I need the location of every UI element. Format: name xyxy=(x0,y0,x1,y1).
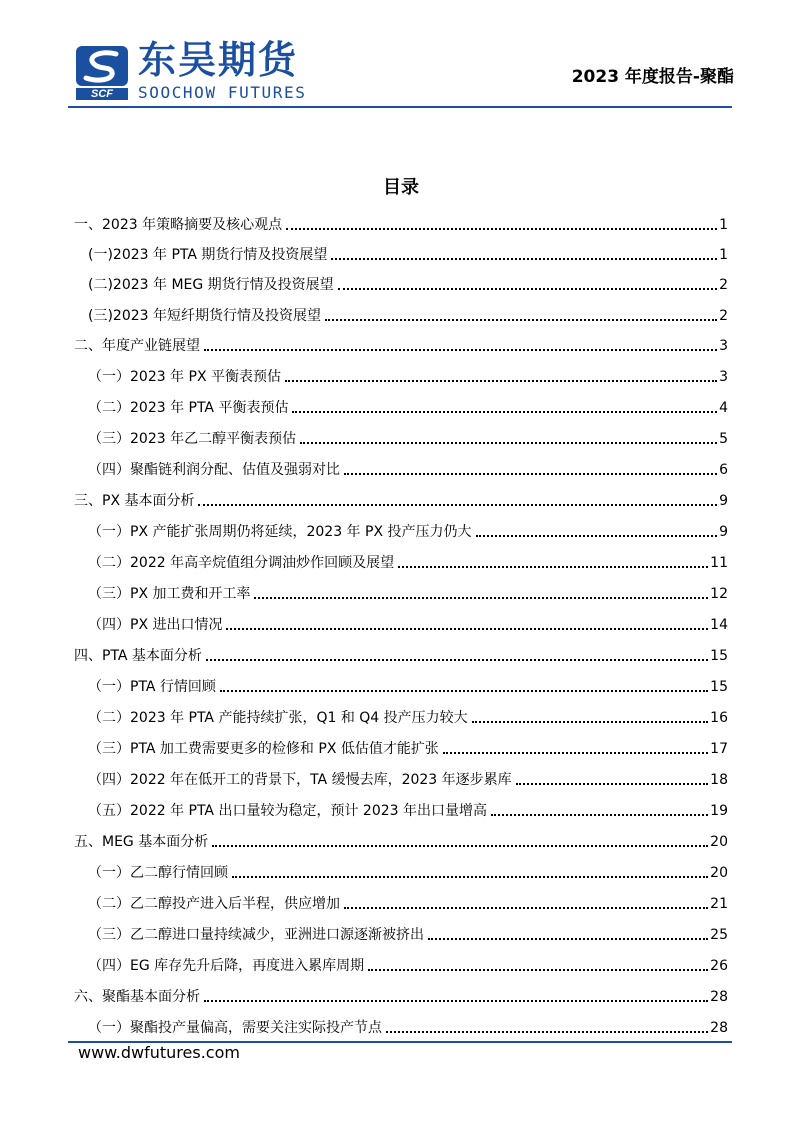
toc-entry[interactable] xyxy=(88,455,728,479)
toc-leader-dots xyxy=(516,783,709,785)
toc-entry-page: 16 xyxy=(710,710,728,726)
toc-entry-page: 15 xyxy=(710,679,728,695)
toc-entry-page: 18 xyxy=(710,772,728,788)
toc-leader-dots xyxy=(204,1000,708,1002)
toc-entry-text: 四、PTA 基本面分析 xyxy=(74,648,202,664)
toc-leader-dots xyxy=(220,690,708,692)
toc-entry[interactable] xyxy=(88,920,728,944)
toc-leader-dots xyxy=(344,907,708,909)
toc-entry-page: 11 xyxy=(710,555,728,571)
toc-entry[interactable] xyxy=(88,362,728,386)
toc-leader-dots xyxy=(198,504,717,506)
toc-entry-page: 17 xyxy=(710,741,728,757)
toc-entry[interactable] xyxy=(88,951,728,975)
toc-leader-dots xyxy=(338,288,717,290)
toc-entry-page: 4 xyxy=(719,400,728,416)
toc-entry[interactable] xyxy=(88,610,728,634)
toc-entry[interactable] xyxy=(88,889,728,913)
toc-entry[interactable] xyxy=(74,486,728,510)
toc-entry[interactable] xyxy=(88,270,728,294)
toc-entry[interactable] xyxy=(88,796,728,820)
toc-entry[interactable] xyxy=(88,579,728,603)
toc-entry[interactable] xyxy=(88,517,728,541)
toc-entry-page: 3 xyxy=(719,369,728,385)
header-divider xyxy=(68,106,732,108)
toc-entry[interactable] xyxy=(88,424,728,448)
toc-entry-page: 15 xyxy=(710,648,728,664)
toc-entry[interactable] xyxy=(88,734,728,758)
toc-entry-text: （五）2022 年 PTA 出口量较为稳定，预计 2023 年出口量增高 xyxy=(88,803,487,819)
toc-entry[interactable] xyxy=(74,641,728,665)
toc-entry-page: 25 xyxy=(710,927,728,943)
logo-english-name: SOOCHOW FUTURES xyxy=(138,83,307,102)
toc-entry-page: 28 xyxy=(710,1020,728,1036)
toc-entry-text: （二）乙二醇投产进入后半程，供应增加 xyxy=(88,896,340,912)
toc-leader-dots xyxy=(226,628,708,630)
toc-entry[interactable] xyxy=(74,827,728,851)
toc-entry-text: 一、2023 年策略摘要及核心观点 xyxy=(74,217,283,233)
toc-entry-page: 28 xyxy=(710,989,728,1005)
toc-entry-page: 21 xyxy=(710,896,728,912)
toc-entry-page: 19 xyxy=(710,803,728,819)
toc-leader-dots xyxy=(398,566,708,568)
toc-entry-text: （三）PTA 加工费需要更多的检修和 PX 低估值才能扩张 xyxy=(88,741,439,757)
logo-chinese-name: 东吴期货 xyxy=(138,38,299,82)
toc-entry-text: （一）聚酯投产量偏高，需要关注实际投产节点 xyxy=(88,1020,382,1036)
toc-entry-page: 5 xyxy=(719,431,728,447)
toc-title: 目录 xyxy=(383,177,419,198)
toc-entry-page: 6 xyxy=(719,462,728,478)
toc-entry[interactable] xyxy=(74,331,728,355)
toc-leader-dots xyxy=(476,535,718,537)
toc-leader-dots xyxy=(300,442,717,444)
toc-leader-dots xyxy=(285,380,717,382)
toc-leader-dots xyxy=(472,721,709,723)
toc-entry[interactable] xyxy=(88,672,728,696)
footer-website-link[interactable]: www.dwfutures.com xyxy=(78,1043,240,1062)
toc-entry-text: (三)2023 年短纤期货行情及投资展望 xyxy=(88,308,322,324)
toc-leader-dots xyxy=(204,349,717,351)
toc-entry-text: （三）乙二醇进口量持续减少，亚洲进口源逐渐被挤出 xyxy=(88,927,424,943)
report-title: 2023 年度报告-聚酯 xyxy=(571,67,734,87)
toc-entry-text: (二)2023 年 MEG 期货行情及投资展望 xyxy=(88,277,334,293)
toc-entry-text: （三）PX 加工费和开工率 xyxy=(88,586,251,602)
toc-entry[interactable] xyxy=(88,858,728,882)
toc-entry[interactable] xyxy=(88,240,728,264)
toc-entry[interactable] xyxy=(88,765,728,789)
toc-leader-dots xyxy=(344,473,717,475)
toc-entry-text: （二）2023 年 PTA 产能持续扩张，Q1 和 Q4 投产压力较大 xyxy=(88,710,468,726)
toc-entry-page: 20 xyxy=(710,865,728,881)
toc-leader-dots xyxy=(443,752,708,754)
toc-entry-page: 1 xyxy=(719,217,728,233)
toc-leader-dots xyxy=(491,814,708,816)
toc-entry-page: 20 xyxy=(710,834,728,850)
toc-entry[interactable] xyxy=(88,703,728,727)
toc-entry-text: (一)2023 年 PTA 期货行情及投资展望 xyxy=(88,247,328,263)
toc-entry-page: 12 xyxy=(710,586,728,602)
toc-leader-dots xyxy=(386,1031,708,1033)
toc-entry-text: （一）PTA 行情回顾 xyxy=(88,679,216,695)
toc-entry-text: （四）EG 库存先升后降，再度进入累库周期 xyxy=(88,958,365,974)
toc-entry-text: （四）2022 年在低开工的背景下，TA 缓慢去库，2023 年逐步累库 xyxy=(88,772,512,788)
toc-entry-text: 五、MEG 基本面分析 xyxy=(74,834,209,850)
toc-entry-text: （一）PX 产能扩张周期仍将延续，2023 年 PX 投产压力仍大 xyxy=(88,524,472,540)
toc-leader-dots xyxy=(254,597,708,599)
toc-leader-dots xyxy=(331,258,717,260)
toc-entry[interactable] xyxy=(74,982,728,1006)
toc-entry-text: 六、聚酯基本面分析 xyxy=(74,989,200,1005)
soochow-logo-icon xyxy=(76,46,128,86)
toc-entry-text: （二）2022 年高辛烷值组分调油炒作回顾及展望 xyxy=(88,555,395,571)
toc-entry[interactable] xyxy=(88,548,728,572)
toc-entry[interactable] xyxy=(88,301,728,325)
toc-entry-page: 2 xyxy=(719,308,728,324)
toc-entry-text: （二）2023 年 PTA 平衡表预估 xyxy=(88,400,289,416)
toc-entry-text: 三、PX 基本面分析 xyxy=(74,493,195,509)
toc-leader-dots xyxy=(325,319,717,321)
toc-entry-page: 3 xyxy=(719,338,728,354)
toc-entry-text: （一）2023 年 PX 平衡表预估 xyxy=(88,369,282,385)
toc-entry-page: 9 xyxy=(719,493,728,509)
toc-entry-text: （三）2023 年乙二醇平衡表预估 xyxy=(88,431,297,447)
toc-entry-page: 1 xyxy=(719,247,728,263)
toc-entry-page: 26 xyxy=(710,958,728,974)
logo-abbreviation: SCF xyxy=(76,88,128,100)
toc-entry-page: 9 xyxy=(719,524,728,540)
toc-leader-dots xyxy=(368,969,708,971)
toc-leader-dots xyxy=(206,659,708,661)
toc-leader-dots xyxy=(292,411,717,413)
toc-entry-text: （四）聚酯链利润分配、估值及强弱对比 xyxy=(88,462,340,478)
toc-leader-dots xyxy=(212,845,708,847)
toc-entry-text: （一）乙二醇行情回顾 xyxy=(88,865,228,881)
toc-entry[interactable] xyxy=(74,210,728,234)
toc-entry[interactable] xyxy=(88,1013,728,1037)
toc-leader-dots xyxy=(232,876,708,878)
toc-leader-dots xyxy=(428,938,708,940)
toc-entry-text: （四）PX 进出口情况 xyxy=(88,617,223,633)
toc-entry-page: 14 xyxy=(710,617,728,633)
toc-entry[interactable] xyxy=(88,393,728,417)
toc-entry-text: 二、年度产业链展望 xyxy=(74,338,200,354)
toc-leader-dots xyxy=(286,228,717,230)
toc-entry-page: 2 xyxy=(719,277,728,293)
